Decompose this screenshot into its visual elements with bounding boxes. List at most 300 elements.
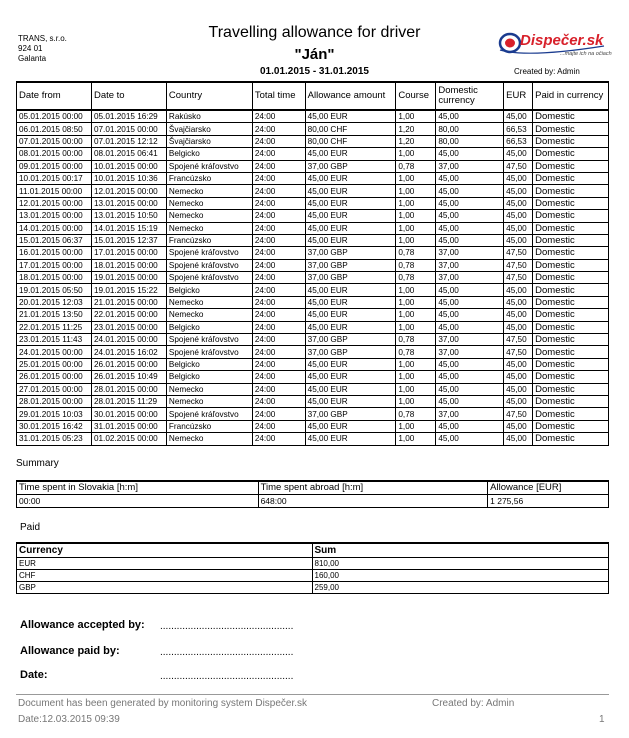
cell-date-to: 13.01.2015 00:00 [91, 197, 166, 209]
cell-course: 1,00 [396, 148, 436, 160]
cell-domestic-currency: 45,00 [436, 371, 504, 383]
cell-eur: 47,50 [504, 160, 533, 172]
paid-currency: CHF [17, 570, 313, 582]
summary-abroad-value: 648:00 [258, 495, 488, 508]
cell-country: Nemecko [166, 433, 252, 445]
cell-paid-in-currency: Domestic [533, 371, 609, 383]
footer-page-number: 1 [599, 714, 605, 725]
cell-date-to: 31.01.2015 00:00 [91, 420, 166, 432]
cell-eur: 45,00 [504, 185, 533, 197]
cell-domestic-currency: 45,00 [436, 358, 504, 370]
cell-course: 1,00 [396, 234, 436, 246]
cell-total-time: 24:00 [252, 185, 305, 197]
cell-allowance-amount: 45,00 EUR [305, 284, 396, 296]
cell-date-to: 28.01.2015 00:00 [91, 383, 166, 395]
cell-total-time: 24:00 [252, 334, 305, 346]
cell-date-to: 08.01.2015 06:41 [91, 148, 166, 160]
cell-paid-in-currency: Domestic [533, 222, 609, 234]
table-row [17, 234, 609, 246]
paid-sum: 160,00 [312, 570, 608, 582]
cell-course: 1,00 [396, 172, 436, 184]
cell-course: 1,00 [396, 358, 436, 370]
cell-allowance-amount: 45,00 EUR [305, 234, 396, 246]
accepted-signature-line: ................................................ [160, 621, 294, 632]
table-row [17, 570, 609, 582]
cell-paid-in-currency: Domestic [533, 123, 609, 135]
paid-sum: 810,00 [312, 558, 608, 570]
cell-country: Francúzsko [166, 420, 252, 432]
cell-date-from: 16.01.2015 00:00 [17, 247, 92, 259]
cell-course: 0,78 [396, 160, 436, 172]
table-row [17, 371, 609, 383]
cell-paid-in-currency: Domestic [533, 234, 609, 246]
cell-date-to: 21.01.2015 00:00 [91, 296, 166, 308]
footer-divider [16, 694, 609, 695]
cell-course: 1,00 [396, 296, 436, 308]
cell-domestic-currency: 80,00 [436, 135, 504, 147]
cell-allowance-amount: 45,00 EUR [305, 148, 396, 160]
table-row [17, 296, 609, 308]
document-title: Travelling allowance for driver [208, 24, 421, 41]
cell-course: 1,20 [396, 135, 436, 147]
cell-domestic-currency: 45,00 [436, 222, 504, 234]
cell-domestic-currency: 37,00 [436, 408, 504, 420]
cell-eur: 45,00 [504, 420, 533, 432]
cell-date-from: 13.01.2015 00:00 [17, 210, 92, 222]
company-name: TRANS, s.r.o. [18, 34, 67, 43]
cell-eur: 47,50 [504, 259, 533, 271]
cell-total-time: 24:00 [252, 433, 305, 445]
cell-country: Spojené kráľovstvo [166, 334, 252, 346]
report-period: 01.01.2015 - 31.01.2015 [260, 66, 369, 77]
cell-paid-in-currency: Domestic [533, 247, 609, 259]
cell-domestic-currency: 45,00 [436, 420, 504, 432]
cell-course: 1,00 [396, 222, 436, 234]
cell-date-to: 10.01.2015 10:36 [91, 172, 166, 184]
cell-eur: 45,00 [504, 110, 533, 123]
table-row [17, 334, 609, 346]
cell-date-to: 24.01.2015 00:00 [91, 334, 166, 346]
cell-country: Švajčiarsko [166, 135, 252, 147]
cell-eur: 47,50 [504, 272, 533, 284]
cell-total-time: 24:00 [252, 395, 305, 407]
col-eur: EUR [504, 82, 533, 110]
company-zip: 924 01 [18, 44, 43, 53]
cell-total-time: 24:00 [252, 247, 305, 259]
cell-date-to: 17.01.2015 00:00 [91, 247, 166, 259]
col-date-to: Date to [91, 82, 166, 110]
table-row [17, 222, 609, 234]
cell-date-from: 08.01.2015 00:00 [17, 148, 92, 160]
cell-date-from: 12.01.2015 00:00 [17, 197, 92, 209]
cell-total-time: 24:00 [252, 408, 305, 420]
cell-paid-in-currency: Domestic [533, 284, 609, 296]
table-row [17, 284, 609, 296]
cell-date-from: 21.01.2015 13:50 [17, 309, 92, 321]
cell-eur: 45,00 [504, 284, 533, 296]
cell-country: Spojené kráľovstvo [166, 160, 252, 172]
cell-date-from: 26.01.2015 00:00 [17, 371, 92, 383]
cell-course: 1,00 [396, 321, 436, 333]
table-row [17, 395, 609, 407]
cell-course: 1,00 [396, 309, 436, 321]
cell-date-to: 19.01.2015 00:00 [91, 272, 166, 284]
table-header-row [17, 82, 609, 110]
cell-country: Spojené kráľovstvo [166, 259, 252, 271]
cell-country: Belgicko [166, 371, 252, 383]
cell-paid-in-currency: Domestic [533, 383, 609, 395]
cell-total-time: 24:00 [252, 135, 305, 147]
footer-date: Date:12.03.2015 09:39 [18, 714, 120, 725]
col-domestic-currency: Domestic currency [436, 82, 504, 110]
cell-allowance-amount: 45,00 EUR [305, 296, 396, 308]
logo-tagline: ...majte ich na očiach [560, 51, 612, 57]
cell-country: Rakúsko [166, 110, 252, 123]
cell-date-to: 05.01.2015 16:29 [91, 110, 166, 123]
cell-date-to: 30.01.2015 00:00 [91, 408, 166, 420]
cell-eur: 47,50 [504, 408, 533, 420]
table-row [17, 110, 609, 123]
cell-paid-in-currency: Domestic [533, 148, 609, 160]
paid-currency: GBP [17, 582, 313, 594]
dispecer-logo [498, 28, 612, 62]
cell-paid-in-currency: Domestic [533, 197, 609, 209]
cell-eur: 45,00 [504, 210, 533, 222]
cell-course: 0,78 [396, 247, 436, 259]
table-row [17, 272, 609, 284]
cell-total-time: 24:00 [252, 210, 305, 222]
cell-date-from: 09.01.2015 00:00 [17, 160, 92, 172]
cell-date-to: 28.01.2015 11:29 [91, 395, 166, 407]
summary-header-row [17, 481, 609, 495]
table-row [17, 582, 609, 594]
table-row [17, 433, 609, 445]
cell-total-time: 24:00 [252, 346, 305, 358]
cell-eur: 45,00 [504, 371, 533, 383]
cell-country: Spojené kráľovstvo [166, 346, 252, 358]
cell-allowance-amount: 45,00 EUR [305, 433, 396, 445]
cell-allowance-amount: 45,00 EUR [305, 371, 396, 383]
cell-date-to: 15.01.2015 12:37 [91, 234, 166, 246]
footer-created-by: Created by: Admin [432, 698, 515, 709]
cell-date-to: 22.01.2015 00:00 [91, 309, 166, 321]
cell-country: Nemecko [166, 309, 252, 321]
cell-allowance-amount: 80,00 CHF [305, 123, 396, 135]
paid-currency: EUR [17, 558, 313, 570]
cell-total-time: 24:00 [252, 296, 305, 308]
summary-slovakia-value: 00:00 [17, 495, 259, 508]
cell-date-from: 31.01.2015 05:23 [17, 433, 92, 445]
table-row [17, 408, 609, 420]
cell-country: Nemecko [166, 296, 252, 308]
cell-country: Francúzsko [166, 234, 252, 246]
table-row [17, 346, 609, 358]
table-row [17, 247, 609, 259]
cell-total-time: 24:00 [252, 160, 305, 172]
cell-country: Belgicko [166, 358, 252, 370]
cell-domestic-currency: 37,00 [436, 247, 504, 259]
cell-course: 0,78 [396, 259, 436, 271]
cell-course: 0,78 [396, 334, 436, 346]
cell-eur: 47,50 [504, 346, 533, 358]
col-country: Country [166, 82, 252, 110]
cell-allowance-amount: 37,00 GBP [305, 334, 396, 346]
cell-eur: 45,00 [504, 234, 533, 246]
cell-date-from: 22.01.2015 11:25 [17, 321, 92, 333]
cell-date-to: 19.01.2015 15:22 [91, 284, 166, 296]
cell-course: 1,00 [396, 433, 436, 445]
paid-table [16, 542, 609, 594]
cell-total-time: 24:00 [252, 420, 305, 432]
paid-col-sum: Sum [312, 543, 608, 558]
cell-domestic-currency: 45,00 [436, 321, 504, 333]
paid-sum: 259,00 [312, 582, 608, 594]
cell-date-from: 10.01.2015 00:17 [17, 172, 92, 184]
cell-paid-in-currency: Domestic [533, 395, 609, 407]
cell-domestic-currency: 80,00 [436, 123, 504, 135]
cell-total-time: 24:00 [252, 222, 305, 234]
cell-domestic-currency: 37,00 [436, 272, 504, 284]
cell-course: 1,00 [396, 383, 436, 395]
cell-domestic-currency: 37,00 [436, 334, 504, 346]
paid-col-currency: Currency [17, 543, 313, 558]
cell-paid-in-currency: Domestic [533, 185, 609, 197]
cell-allowance-amount: 45,00 EUR [305, 383, 396, 395]
cell-date-from: 27.01.2015 00:00 [17, 383, 92, 395]
cell-domestic-currency: 45,00 [436, 433, 504, 445]
cell-date-to: 01.02.2015 00:00 [91, 433, 166, 445]
cell-total-time: 24:00 [252, 234, 305, 246]
paid-label: Paid [20, 522, 41, 533]
summary-col-abroad: Time spent abroad [h:m] [258, 481, 488, 495]
cell-date-to: 13.01.2015 10:50 [91, 210, 166, 222]
cell-date-from: 25.01.2015 00:00 [17, 358, 92, 370]
cell-eur: 47,50 [504, 334, 533, 346]
cell-course: 1,00 [396, 284, 436, 296]
cell-country: Nemecko [166, 197, 252, 209]
date-signature-line: ................................................ [160, 671, 294, 682]
cell-date-to: 14.01.2015 15:19 [91, 222, 166, 234]
table-row [17, 358, 609, 370]
cell-course: 0,78 [396, 408, 436, 420]
cell-domestic-currency: 37,00 [436, 259, 504, 271]
cell-eur: 45,00 [504, 383, 533, 395]
cell-eur: 66,53 [504, 123, 533, 135]
cell-course: 1,00 [396, 110, 436, 123]
cell-total-time: 24:00 [252, 148, 305, 160]
cell-country: Nemecko [166, 383, 252, 395]
summary-col-slovakia: Time spent in Slovakia [h:m] [17, 481, 259, 495]
cell-domestic-currency: 37,00 [436, 160, 504, 172]
cell-course: 1,00 [396, 371, 436, 383]
cell-date-from: 11.01.2015 00:00 [17, 185, 92, 197]
logo-text: Dispečer.sk [520, 32, 604, 49]
cell-date-from: 15.01.2015 06:37 [17, 234, 92, 246]
cell-total-time: 24:00 [252, 371, 305, 383]
cell-country: Spojené kráľovstvo [166, 247, 252, 259]
cell-domestic-currency: 45,00 [436, 234, 504, 246]
table-row [17, 558, 609, 570]
cell-country: Nemecko [166, 185, 252, 197]
col-total-time: Total time [252, 82, 305, 110]
cell-paid-in-currency: Domestic [533, 408, 609, 420]
cell-country: Belgicko [166, 148, 252, 160]
cell-paid-in-currency: Domestic [533, 160, 609, 172]
cell-paid-in-currency: Domestic [533, 346, 609, 358]
cell-domestic-currency: 45,00 [436, 210, 504, 222]
cell-allowance-amount: 45,00 EUR [305, 321, 396, 333]
col-course: Course [396, 82, 436, 110]
cell-date-from: 14.01.2015 00:00 [17, 222, 92, 234]
allowance-accepted-label: Allowance accepted by: [20, 619, 145, 631]
cell-eur: 45,00 [504, 296, 533, 308]
cell-total-time: 24:00 [252, 309, 305, 321]
cell-paid-in-currency: Domestic [533, 358, 609, 370]
cell-total-time: 24:00 [252, 321, 305, 333]
cell-date-to: 24.01.2015 16:02 [91, 346, 166, 358]
cell-domestic-currency: 45,00 [436, 110, 504, 123]
cell-date-from: 24.01.2015 00:00 [17, 346, 92, 358]
table-row [17, 420, 609, 432]
cell-eur: 45,00 [504, 309, 533, 321]
cell-allowance-amount: 37,00 GBP [305, 346, 396, 358]
cell-paid-in-currency: Domestic [533, 259, 609, 271]
summary-value-row [17, 495, 609, 508]
cell-domestic-currency: 45,00 [436, 383, 504, 395]
cell-date-to: 07.01.2015 00:00 [91, 123, 166, 135]
company-city: Galanta [18, 54, 47, 63]
cell-domestic-currency: 45,00 [436, 172, 504, 184]
cell-course: 0,78 [396, 346, 436, 358]
cell-allowance-amount: 37,00 GBP [305, 272, 396, 284]
cell-date-to: 26.01.2015 00:00 [91, 358, 166, 370]
cell-allowance-amount: 45,00 EUR [305, 420, 396, 432]
cell-total-time: 24:00 [252, 358, 305, 370]
cell-paid-in-currency: Domestic [533, 172, 609, 184]
summary-label: Summary [16, 458, 59, 469]
cell-course: 1,20 [396, 123, 436, 135]
table-row [17, 197, 609, 209]
cell-eur: 45,00 [504, 321, 533, 333]
table-row [17, 210, 609, 222]
table-row [17, 309, 609, 321]
footer-generated: Document has been generated by monitoring system Dispečer.sk [18, 698, 308, 709]
cell-eur: 45,00 [504, 222, 533, 234]
cell-date-from: 19.01.2015 05:50 [17, 284, 92, 296]
summary-allowance-value: 1 275,56 [488, 495, 609, 508]
cell-paid-in-currency: Domestic [533, 433, 609, 445]
cell-eur: 47,50 [504, 247, 533, 259]
cell-domestic-currency: 45,00 [436, 185, 504, 197]
cell-country: Spojené kráľovstvo [166, 272, 252, 284]
cell-total-time: 24:00 [252, 197, 305, 209]
cell-domestic-currency: 45,00 [436, 309, 504, 321]
table-row [17, 172, 609, 184]
cell-eur: 45,00 [504, 172, 533, 184]
table-row [17, 185, 609, 197]
date-label: Date: [20, 669, 48, 681]
cell-country: Švajčiarsko [166, 123, 252, 135]
cell-date-to: 12.01.2015 00:00 [91, 185, 166, 197]
cell-allowance-amount: 80,00 CHF [305, 135, 396, 147]
cell-date-from: 06.01.2015 08:50 [17, 123, 92, 135]
cell-course: 1,00 [396, 210, 436, 222]
cell-allowance-amount: 37,00 GBP [305, 259, 396, 271]
cell-allowance-amount: 45,00 EUR [305, 185, 396, 197]
table-row [17, 123, 609, 135]
cell-course: 0,78 [396, 272, 436, 284]
cell-country: Nemecko [166, 222, 252, 234]
cell-paid-in-currency: Domestic [533, 210, 609, 222]
summary-col-allowance: Allowance [EUR] [488, 481, 609, 495]
cell-domestic-currency: 45,00 [436, 284, 504, 296]
cell-allowance-amount: 45,00 EUR [305, 222, 396, 234]
cell-allowance-amount: 45,00 EUR [305, 197, 396, 209]
cell-paid-in-currency: Domestic [533, 135, 609, 147]
cell-paid-in-currency: Domestic [533, 420, 609, 432]
cell-paid-in-currency: Domestic [533, 296, 609, 308]
cell-domestic-currency: 45,00 [436, 197, 504, 209]
cell-country: Spojené kráľovstvo [166, 408, 252, 420]
table-row [17, 383, 609, 395]
cell-total-time: 24:00 [252, 172, 305, 184]
cell-course: 1,00 [396, 197, 436, 209]
cell-eur: 66,53 [504, 135, 533, 147]
cell-total-time: 24:00 [252, 272, 305, 284]
cell-country: Nemecko [166, 395, 252, 407]
cell-date-from: 29.01.2015 10:03 [17, 408, 92, 420]
cell-total-time: 24:00 [252, 259, 305, 271]
cell-eur: 45,00 [504, 433, 533, 445]
table-row [17, 160, 609, 172]
cell-date-from: 05.01.2015 00:00 [17, 110, 92, 123]
allowance-paid-label: Allowance paid by: [20, 645, 120, 657]
cell-date-to: 07.01.2015 12:12 [91, 135, 166, 147]
cell-country: Belgicko [166, 284, 252, 296]
cell-total-time: 24:00 [252, 110, 305, 123]
cell-country: Belgicko [166, 321, 252, 333]
cell-allowance-amount: 37,00 GBP [305, 160, 396, 172]
table-row [17, 148, 609, 160]
table-row [17, 259, 609, 271]
cell-total-time: 24:00 [252, 123, 305, 135]
cell-domestic-currency: 45,00 [436, 148, 504, 160]
cell-course: 1,00 [396, 420, 436, 432]
paid-header-row [17, 543, 609, 558]
cell-domestic-currency: 45,00 [436, 296, 504, 308]
cell-date-from: 17.01.2015 00:00 [17, 259, 92, 271]
cell-allowance-amount: 37,00 GBP [305, 408, 396, 420]
cell-domestic-currency: 45,00 [436, 395, 504, 407]
cell-course: 1,00 [396, 185, 436, 197]
cell-allowance-amount: 37,00 GBP [305, 247, 396, 259]
cell-total-time: 24:00 [252, 383, 305, 395]
cell-allowance-amount: 45,00 EUR [305, 210, 396, 222]
cell-country: Francúzsko [166, 172, 252, 184]
cell-allowance-amount: 45,00 EUR [305, 358, 396, 370]
created-by-top: Created by: Admin [514, 67, 580, 76]
table-row [17, 321, 609, 333]
col-paid-in-currency: Paid in currency [533, 82, 609, 110]
cell-country: Nemecko [166, 210, 252, 222]
summary-table [16, 480, 609, 508]
cell-date-from: 30.01.2015 16:42 [17, 420, 92, 432]
cell-paid-in-currency: Domestic [533, 110, 609, 123]
col-allowance-amount: Allowance amount [305, 82, 396, 110]
cell-allowance-amount: 45,00 EUR [305, 309, 396, 321]
cell-total-time: 24:00 [252, 284, 305, 296]
cell-date-from: 28.01.2015 00:00 [17, 395, 92, 407]
